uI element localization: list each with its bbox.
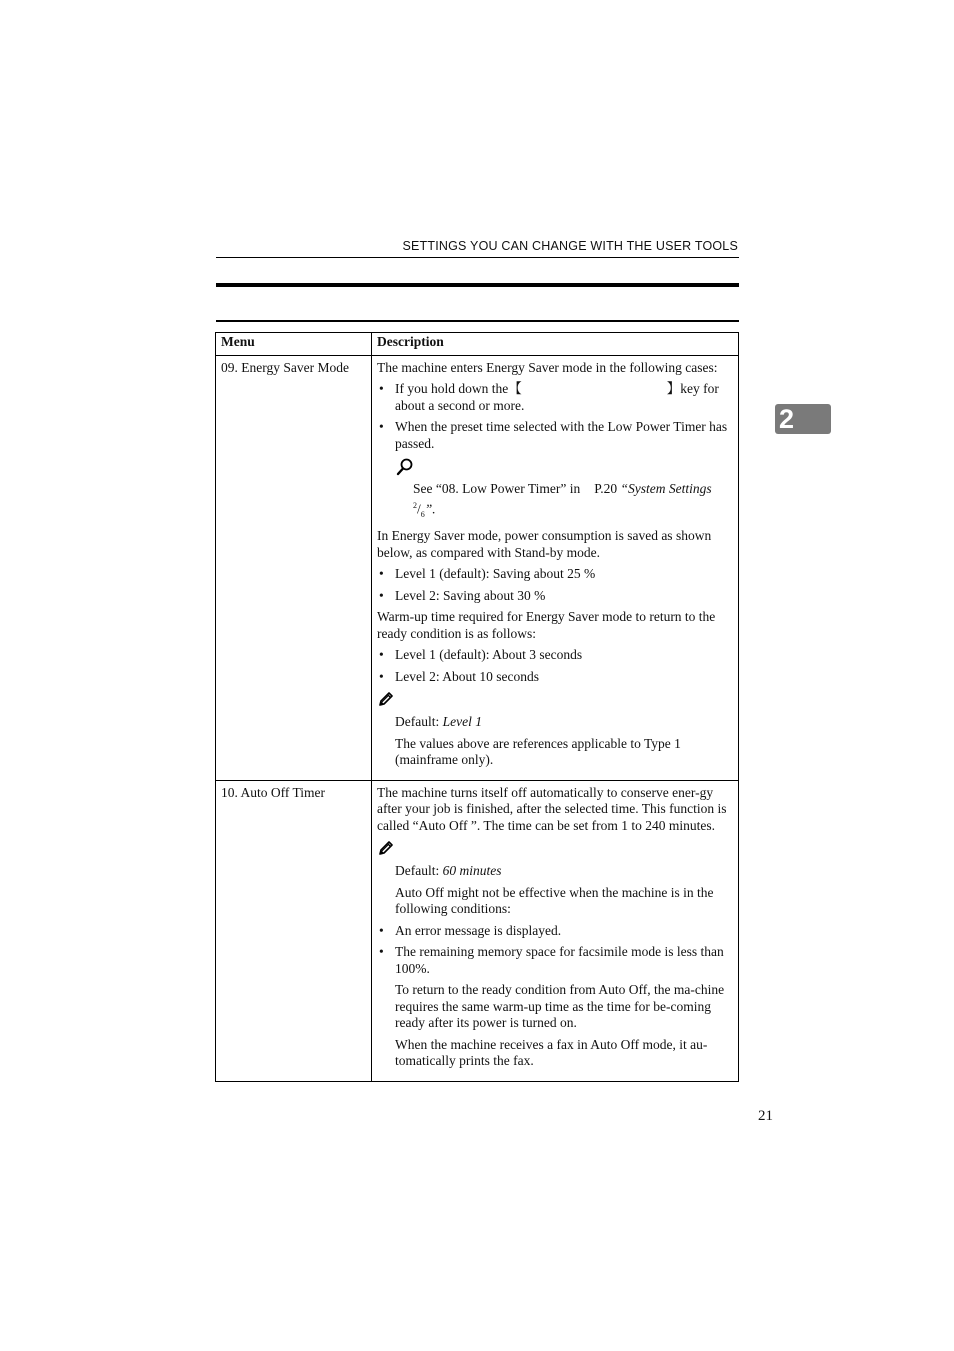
pencil-icon (377, 839, 395, 857)
description-column-header: Description (372, 333, 739, 356)
table-row (216, 780, 739, 1081)
page-number: 21 (758, 1108, 773, 1124)
energy-saver-cases (377, 381, 733, 452)
list-item: • Level 1 (default): About 3 seconds (377, 647, 733, 664)
section-rule-thick (216, 283, 739, 287)
section-rule-thin (216, 320, 739, 322)
list-item: • An error message is displayed. (377, 923, 733, 940)
warmup-text: Warm-up time required for Energy Saver mode to return to the ready condition is as follows: (377, 609, 716, 641)
description-cell (372, 780, 739, 1081)
menu-column-header: Menu (216, 333, 372, 356)
auto-off-intro: The machine turns itself off automatically to conserve ener-gy after your job is finished, after the selected time. This function is called “Auto Off ”. The time can be set from 1 to 240 minutes. (377, 784, 727, 833)
reference-title: “System Settings (620, 481, 712, 496)
conditions-text: Auto Off might not be effective when the machine is in the following conditions: (395, 884, 714, 917)
list-item: • When the preset time selected with the Low Power Timer has passed. (377, 419, 733, 452)
default-value: 60 minutes (442, 863, 502, 879)
list-item: • Level 2: Saving about 30 % (377, 588, 733, 605)
return-text: To return to the ready condition from Auto Off, the ma-chine requires the same warm-up time as the time for be-coming ready after its power is turned on. (395, 982, 725, 1031)
key-bracket-close: 】 (666, 381, 681, 396)
list-item: • The remaining memory space for facsimile mode is less than 100%. (377, 944, 733, 977)
power-levels-list (377, 566, 733, 604)
list-item: • Level 2: About 10 seconds (377, 669, 733, 686)
note-icon-row (377, 690, 733, 712)
table-header-row (216, 333, 739, 356)
menu-cell: 09. Energy Saver Mode (216, 355, 372, 780)
running-header: SETTINGS YOU CAN CHANGE WITH THE USER TOOLS (402, 239, 738, 253)
table-row (216, 355, 739, 780)
conditions-list (377, 923, 733, 978)
default-value: Level 1 (442, 714, 482, 730)
default-setting: Default: 60 minutes (395, 863, 502, 879)
fax-text: When the machine receives a fax in Auto Off mode, it au-tomatically prints the fax. (395, 1036, 708, 1069)
settings-table (215, 332, 739, 1082)
energy-saver-intro: The machine enters Energy Saver mode in the following cases: (377, 359, 718, 375)
key-bracket-open: 【 (508, 381, 522, 396)
pencil-icon (377, 690, 395, 708)
reference-note: See “08. Low Power Timer” in P.20 “System Settings $^2/_6$”. (413, 481, 712, 519)
magnifier-icon (395, 457, 415, 477)
description-cell (372, 355, 739, 780)
reference-icon-row (377, 457, 733, 479)
reference-page[interactable]: P.20 (594, 481, 618, 496)
warmup-levels-list (377, 647, 733, 685)
list-item: • Level 1 (default): Saving about 25 % (377, 566, 733, 583)
power-consumption-text: In Energy Saver mode, power consumption is saved as shown below, as compared with Stand-by mode. (377, 528, 712, 560)
values-note: The values above are references applicable to Type 1 (mainframe only). (395, 735, 681, 768)
header-rule (216, 257, 739, 258)
chapter-tab: 2 (775, 404, 831, 434)
note-icon-row (377, 839, 733, 861)
menu-cell: 10. Auto Off Timer (216, 780, 372, 1081)
list-item: • If you hold down the【 】key for about a second or more. (377, 381, 733, 414)
default-setting: Default: Level 1 (395, 714, 482, 730)
